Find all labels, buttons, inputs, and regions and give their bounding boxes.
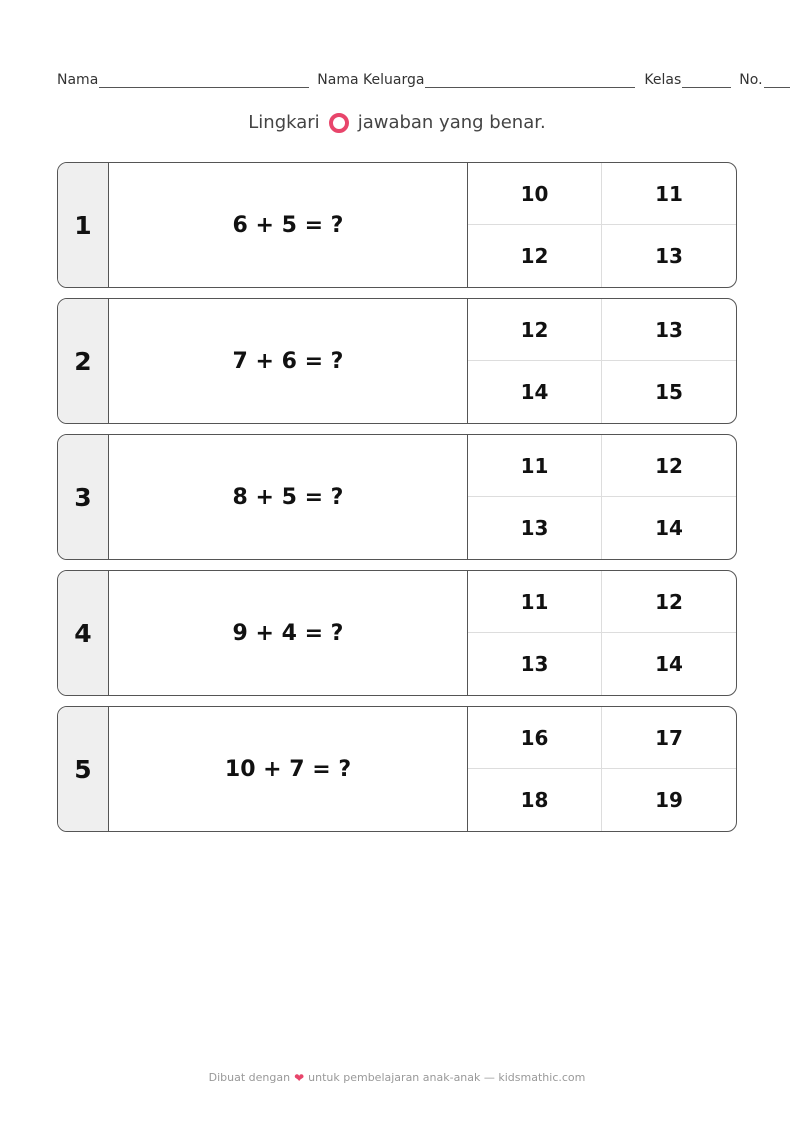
- instruction-text-before: Lingkari: [248, 112, 320, 133]
- question-expression: 10 + 7 = ?: [109, 707, 468, 831]
- question-expression: 6 + 5 = ?: [109, 163, 468, 287]
- answer-option[interactable]: 13: [468, 633, 602, 695]
- answer-option[interactable]: 13: [602, 299, 736, 361]
- question-card: [57, 434, 737, 560]
- answer-option[interactable]: 11: [602, 163, 736, 225]
- family-name-label: Nama Keluarga: [317, 72, 425, 88]
- answer-options: [468, 299, 736, 423]
- name-input-line[interactable]: [99, 73, 309, 88]
- answer-option[interactable]: 12: [468, 225, 602, 287]
- answer-option[interactable]: 12: [602, 571, 736, 633]
- question-list: [57, 162, 737, 842]
- class-field[interactable]: [644, 72, 731, 88]
- question-number: 3: [58, 435, 109, 559]
- question-expression: 8 + 5 = ?: [109, 435, 468, 559]
- answer-option[interactable]: 18: [468, 769, 602, 831]
- name-field[interactable]: [57, 72, 309, 88]
- question-card: [57, 298, 737, 424]
- answer-option[interactable]: 12: [468, 299, 602, 361]
- answer-options: [468, 435, 736, 559]
- answer-option[interactable]: 11: [468, 435, 602, 497]
- answer-option[interactable]: 12: [602, 435, 736, 497]
- number-input-line[interactable]: [764, 73, 790, 88]
- circle-icon: [329, 113, 349, 133]
- answer-option[interactable]: 14: [655, 652, 683, 676]
- answer-option[interactable]: 10: [468, 163, 602, 225]
- answer-option[interactable]: 13: [468, 497, 602, 559]
- answer-option[interactable]: 19: [655, 788, 683, 812]
- answer-option[interactable]: 14: [468, 361, 602, 423]
- answer-option[interactable]: 11: [468, 571, 602, 633]
- number-label: No.: [739, 72, 763, 88]
- answer-option[interactable]: 17: [602, 707, 736, 769]
- family-name-field[interactable]: [317, 72, 635, 88]
- question-card: [57, 706, 737, 832]
- answer-options: [468, 163, 736, 287]
- student-info-header: [57, 68, 794, 88]
- answer-option[interactable]: 16: [468, 707, 602, 769]
- question-number: 5: [58, 707, 109, 831]
- question-number: 1: [58, 163, 109, 287]
- footer-text-before: Dibuat dengan: [208, 1071, 291, 1084]
- question-expression: 9 + 4 = ?: [109, 571, 468, 695]
- question-expression: 7 + 6 = ?: [109, 299, 468, 423]
- footer: [0, 1071, 794, 1084]
- question-card: [57, 162, 737, 288]
- instruction: [0, 112, 794, 133]
- question-card: [57, 570, 737, 696]
- answer-option[interactable]: 13: [655, 244, 683, 268]
- heart-icon: ❤: [294, 1070, 305, 1085]
- answer-options: [468, 571, 736, 695]
- answer-options: [468, 707, 736, 831]
- footer-text-after: untuk pembelajaran anak-anak — kidsmathic.com: [308, 1071, 586, 1084]
- family-name-input-line[interactable]: [425, 73, 635, 88]
- number-field[interactable]: [739, 72, 789, 88]
- question-number: 2: [58, 299, 109, 423]
- answer-option[interactable]: 14: [655, 516, 683, 540]
- instruction-text-after: jawaban yang benar.: [357, 112, 546, 133]
- class-label: Kelas: [644, 72, 682, 88]
- question-number: 4: [58, 571, 109, 695]
- name-label: Nama: [57, 72, 99, 88]
- class-input-line[interactable]: [682, 73, 731, 88]
- answer-option[interactable]: 15: [655, 380, 683, 404]
